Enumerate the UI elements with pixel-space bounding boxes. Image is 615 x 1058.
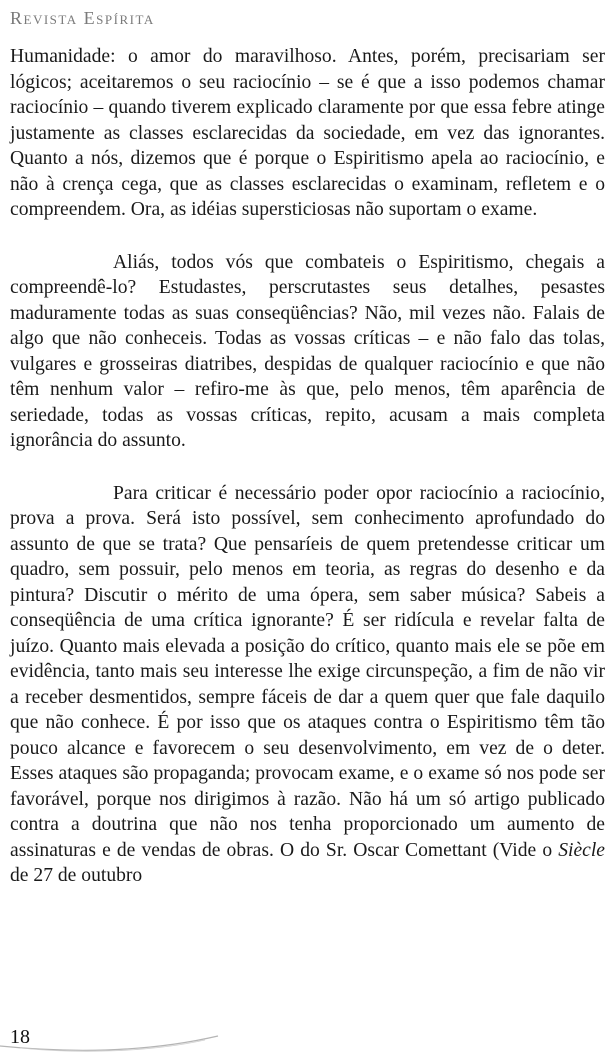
paragraph-3-text-end: de 27 de outubro bbox=[10, 865, 143, 886]
paragraph-3-text-start: Para criticar é necessário poder opor raciocínio a raciocínio, prova a prova. Será isto possível, sem conhecimento aprofundado do assunto de que se trata? Que pensaríeis de quem pretendesse criticar um quadro, sem possuir, pelo menos em teoria, as regras do desenho e da pintura? Discutir o mérito de uma ópera, sem saber música? Sabeis a conseqüência de uma crítica ignorante? É ser ridícula e revelar falta de juízo. Quanto mais elevada a posição do crítico, quanto mais ele se põe em evidência, tanto mais seu interesse lhe exige circunspeção, a fim de não vir a receber desmentidos, sempre fáceis de dar a quem quer que fale daquilo que não conhece. É por isso que os ataques contra o Espiritismo têm tão pouco alcance e favorecem o seu desenvolvimento, em vez de o deter. Esses ataques são propaganda; provocam exame, e o exame só nos pode ser favorável, porque nos dirigimos à razão. Não há um só artigo publicado contra a doutrina que não nos tenha proporcionado um aumento de assinaturas e de vendas de obras. O do Sr. Oscar Comettant (Vide o bbox=[10, 482, 605, 861]
running-header: Revista Espírita bbox=[10, 8, 155, 28]
paragraph-1: Humanidade: o amor do maravilhoso. Antes, porém, precisariam ser lógicos; aceitaremos o seu raciocínio – se é que a isso podemos chamar raciocínio – quando tiverem explicado claramente por que essa febre atinge justamente as classes esclarecidas da sociedade, em vez das ignorantes. Quanto a nós, dizemos que é porque o Espiritismo apela ao raciocínio, e não à crença cega, que as classes esclarecidas o examinam, refletem e o compreendem. Ora, as idéias supersticiosas não suportam o exame. bbox=[10, 46, 605, 220]
page-body bbox=[10, 44, 605, 889]
paragraph-2: Aliás, todos vós que combateis o Espiritismo, chegais a compreendê-lo? Estudastes, perscrutastes seus detalhes, pesastes maduramente todas as suas conseqüências? Não, mil vezes não. Falais de algo que não conheceis. Todas as vossas críticas – e não falo das tolas, vulgares e grosseiras diatribes, despidas de qualquer raciocínio e que não têm nenhum valor – refiro-me às que, pelo menos, têm aparência de seriedade, todas as vossas críticas, repito, acusam a mais completa ignorância do assunto. bbox=[10, 251, 605, 451]
footer-swash-ornament bbox=[0, 1030, 220, 1054]
newspaper-title-siecle: Siècle bbox=[558, 839, 605, 861]
page-number: 18 bbox=[10, 1026, 30, 1048]
paragraph-3 bbox=[10, 481, 605, 889]
